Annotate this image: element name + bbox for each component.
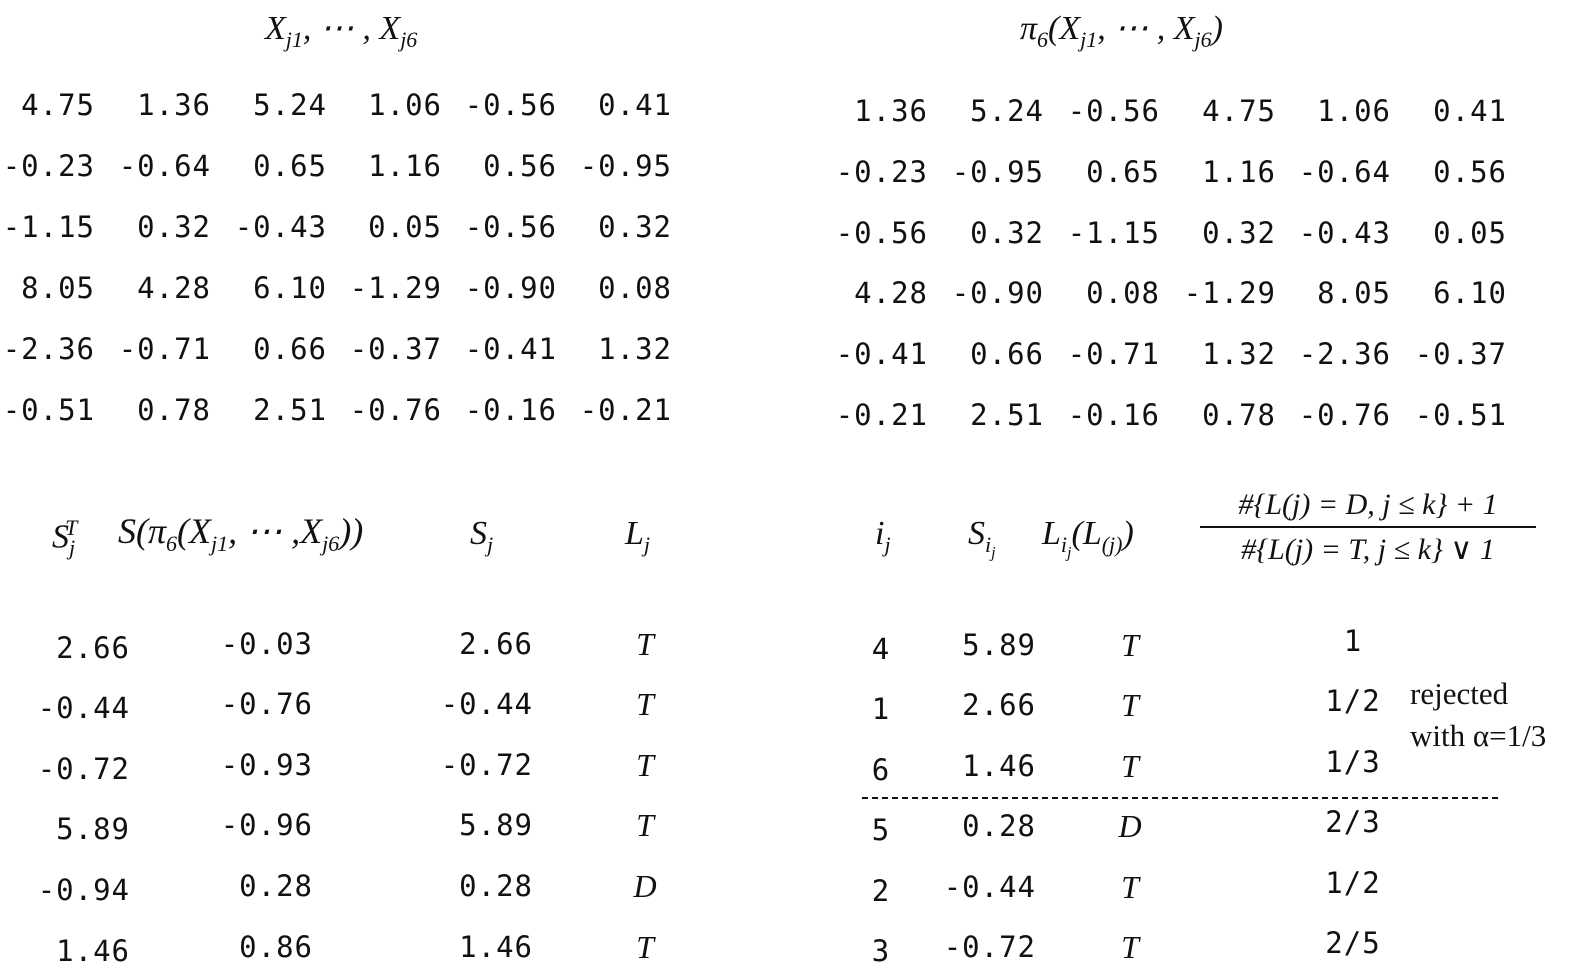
score-permuted: -0.03 bbox=[220, 627, 313, 661]
score-original: -0.94 bbox=[37, 873, 130, 907]
score-original: 5.89 bbox=[56, 812, 130, 846]
matrix-cell: 4.28 bbox=[137, 271, 211, 305]
permuted-cell: 4.28 bbox=[854, 276, 928, 310]
score-permuted: 0.28 bbox=[239, 869, 313, 903]
matrix-cell: -0.21 bbox=[579, 393, 672, 427]
fraction-numerator: #{L(j) = D, j ≤ k} + 1 bbox=[1238, 488, 1498, 521]
matrix-cell: 8.05 bbox=[21, 271, 95, 305]
header-s-i-j: $S_{i_j}$ bbox=[968, 515, 996, 562]
rejection-note-line1: rejected bbox=[1410, 676, 1509, 711]
index-i-j: 4 bbox=[871, 632, 891, 666]
matrix-cell: -2.36 bbox=[2, 332, 95, 366]
permuted-cell: 1.16 bbox=[1202, 155, 1276, 189]
matrix-cell: -0.64 bbox=[118, 149, 211, 183]
matrix-cell: -0.56 bbox=[464, 210, 557, 244]
rejection-threshold-line bbox=[862, 797, 1498, 799]
matrix-cell: 2.51 bbox=[253, 393, 327, 427]
permuted-cell: -0.41 bbox=[835, 337, 928, 371]
permuted-cell: -0.71 bbox=[1067, 337, 1160, 371]
matrix-cell: -0.51 bbox=[2, 393, 95, 427]
matrix-cell: 1.32 bbox=[598, 332, 672, 366]
score-permuted: -0.96 bbox=[220, 808, 313, 842]
permuted-cell: -0.37 bbox=[1414, 337, 1507, 371]
matrix-cell: -0.71 bbox=[118, 332, 211, 366]
matrix-cell: -0.16 bbox=[464, 393, 557, 427]
score-max: -0.72 bbox=[440, 748, 533, 782]
permuted-cell: -0.16 bbox=[1067, 398, 1160, 432]
index-i-j: 1 bbox=[871, 692, 891, 726]
label-sorted: T bbox=[1121, 627, 1139, 663]
score-original: 1.46 bbox=[56, 934, 130, 968]
fdr-estimate: 1/2 bbox=[1325, 684, 1381, 718]
score-permuted: 0.86 bbox=[239, 930, 313, 964]
sorted-score: 5.89 bbox=[962, 628, 1036, 662]
permuted-cell: 2.51 bbox=[970, 398, 1044, 432]
rejection-note-line2: with α=1/3 bbox=[1410, 718, 1547, 753]
permuted-cell: -0.76 bbox=[1298, 398, 1391, 432]
matrix-cell: -0.56 bbox=[464, 88, 557, 122]
matrix-cell: 0.05 bbox=[368, 210, 442, 244]
permuted-cell: 0.32 bbox=[970, 216, 1044, 250]
permuted-cell: 8.05 bbox=[1317, 276, 1391, 310]
sorted-score: 0.28 bbox=[962, 809, 1036, 843]
score-max: 5.89 bbox=[459, 808, 533, 842]
score-original: -0.44 bbox=[37, 691, 130, 725]
header-i-j: $i_j$ bbox=[875, 515, 891, 557]
matrix-cell: -0.90 bbox=[464, 271, 557, 305]
label-sorted: T bbox=[1121, 748, 1139, 784]
header-l-j: $L_j$ bbox=[625, 515, 651, 557]
score-original: 2.66 bbox=[56, 631, 130, 665]
permuted-cell: 0.05 bbox=[1433, 216, 1507, 250]
label-l-j: T bbox=[636, 807, 654, 843]
score-max: 0.28 bbox=[459, 869, 533, 903]
permuted-cell: 6.10 bbox=[1433, 276, 1507, 310]
permuted-cell: 0.78 bbox=[1202, 398, 1276, 432]
permuted-cell: 0.65 bbox=[1086, 155, 1160, 189]
panel-tr-header: $\pi_6(X_{j1}$, ⋯ , $X_{j6}$) bbox=[1020, 10, 1223, 52]
score-max: 2.66 bbox=[459, 627, 533, 661]
score-original: -0.72 bbox=[37, 752, 130, 786]
matrix-cell: 0.78 bbox=[137, 393, 211, 427]
matrix-cell: 1.06 bbox=[368, 88, 442, 122]
permuted-cell: 0.56 bbox=[1433, 155, 1507, 189]
panel-tl-header: $X_{j1}$, ⋯ , $X_{j6}$ bbox=[265, 10, 418, 52]
label-l-j: T bbox=[636, 929, 654, 965]
matrix-cell: 6.10 bbox=[253, 271, 327, 305]
fdr-estimate: 1 bbox=[1343, 624, 1363, 658]
matrix-cell: 0.65 bbox=[253, 149, 327, 183]
header-l-i-j: $L_{i_j}(L_{(j)})$ bbox=[1042, 515, 1134, 562]
label-sorted: T bbox=[1121, 869, 1139, 905]
label-l-j: T bbox=[636, 626, 654, 662]
header-s-j-t: $S_j^T$ bbox=[52, 515, 78, 561]
matrix-cell: 0.56 bbox=[483, 149, 557, 183]
matrix-cell: -0.37 bbox=[349, 332, 442, 366]
matrix-cell: -0.23 bbox=[2, 149, 95, 183]
matrix-cell: -0.76 bbox=[349, 393, 442, 427]
matrix-cell: -1.15 bbox=[2, 210, 95, 244]
matrix-cell: -0.41 bbox=[464, 332, 557, 366]
permuted-cell: -0.90 bbox=[951, 276, 1044, 310]
sorted-score: 1.46 bbox=[962, 749, 1036, 783]
sorted-score: 2.66 bbox=[962, 688, 1036, 722]
permuted-cell: 4.75 bbox=[1202, 94, 1276, 128]
index-i-j: 5 bbox=[871, 813, 891, 847]
fraction-denominator: #{L(j) = T, j ≤ k} ∨ 1 bbox=[1241, 533, 1495, 566]
permuted-cell: 5.24 bbox=[970, 94, 1044, 128]
matrix-cell: 1.36 bbox=[137, 88, 211, 122]
permuted-cell: -2.36 bbox=[1298, 337, 1391, 371]
header-s-j: $S_j$ bbox=[470, 515, 494, 557]
permuted-cell: -0.95 bbox=[951, 155, 1044, 189]
permuted-cell: 0.08 bbox=[1086, 276, 1160, 310]
label-sorted: T bbox=[1121, 929, 1139, 965]
permuted-cell: 0.66 bbox=[970, 337, 1044, 371]
header-s-permuted: $S(\pi_6(X_{j1}$, ⋯ $,X_{j6}$)) bbox=[118, 511, 364, 557]
label-sorted: D bbox=[1118, 808, 1142, 844]
index-i-j: 3 bbox=[871, 934, 891, 968]
permuted-cell: -0.23 bbox=[835, 155, 928, 189]
permuted-cell: -1.29 bbox=[1183, 276, 1276, 310]
fdr-estimate: 2/5 bbox=[1325, 926, 1381, 960]
matrix-cell: 0.08 bbox=[598, 271, 672, 305]
permuted-cell: -0.43 bbox=[1298, 216, 1391, 250]
permuted-cell: 0.32 bbox=[1202, 216, 1276, 250]
sorted-score: -0.72 bbox=[943, 930, 1036, 964]
permuted-cell: -0.64 bbox=[1298, 155, 1391, 189]
permuted-cell: -0.56 bbox=[835, 216, 928, 250]
score-max: -0.44 bbox=[440, 687, 533, 721]
score-max: 1.46 bbox=[459, 930, 533, 964]
index-i-j: 6 bbox=[871, 753, 891, 787]
permuted-cell: 1.36 bbox=[854, 94, 928, 128]
permuted-cell: -0.51 bbox=[1414, 398, 1507, 432]
label-l-j: D bbox=[633, 868, 657, 904]
sorted-score: -0.44 bbox=[943, 870, 1036, 904]
permuted-cell: -0.21 bbox=[835, 398, 928, 432]
rejection-note bbox=[1410, 673, 1546, 757]
fdr-estimate: 1/3 bbox=[1325, 745, 1381, 779]
matrix-cell: 4.75 bbox=[21, 88, 95, 122]
permuted-cell: -0.56 bbox=[1067, 94, 1160, 128]
matrix-cell: -0.43 bbox=[234, 210, 327, 244]
fdr-estimate: 1/2 bbox=[1325, 866, 1381, 900]
fraction-bar bbox=[1200, 526, 1536, 528]
matrix-cell: 0.32 bbox=[598, 210, 672, 244]
matrix-cell: 0.41 bbox=[598, 88, 672, 122]
label-sorted: T bbox=[1121, 687, 1139, 723]
permuted-cell: 1.06 bbox=[1317, 94, 1391, 128]
matrix-cell: 0.66 bbox=[253, 332, 327, 366]
label-l-j: T bbox=[636, 686, 654, 722]
matrix-cell: -1.29 bbox=[349, 271, 442, 305]
matrix-cell: 0.32 bbox=[137, 210, 211, 244]
permuted-cell: 0.41 bbox=[1433, 94, 1507, 128]
matrix-cell: 5.24 bbox=[253, 88, 327, 122]
score-permuted: -0.93 bbox=[220, 748, 313, 782]
fdr-fraction bbox=[1200, 488, 1536, 567]
matrix-cell: 1.16 bbox=[368, 149, 442, 183]
index-i-j: 2 bbox=[871, 874, 891, 908]
permuted-cell: -1.15 bbox=[1067, 216, 1160, 250]
score-permuted: -0.76 bbox=[220, 687, 313, 721]
label-l-j: T bbox=[636, 747, 654, 783]
matrix-cell: -0.95 bbox=[579, 149, 672, 183]
fdr-estimate: 2/3 bbox=[1325, 805, 1381, 839]
permuted-cell: 1.32 bbox=[1202, 337, 1276, 371]
